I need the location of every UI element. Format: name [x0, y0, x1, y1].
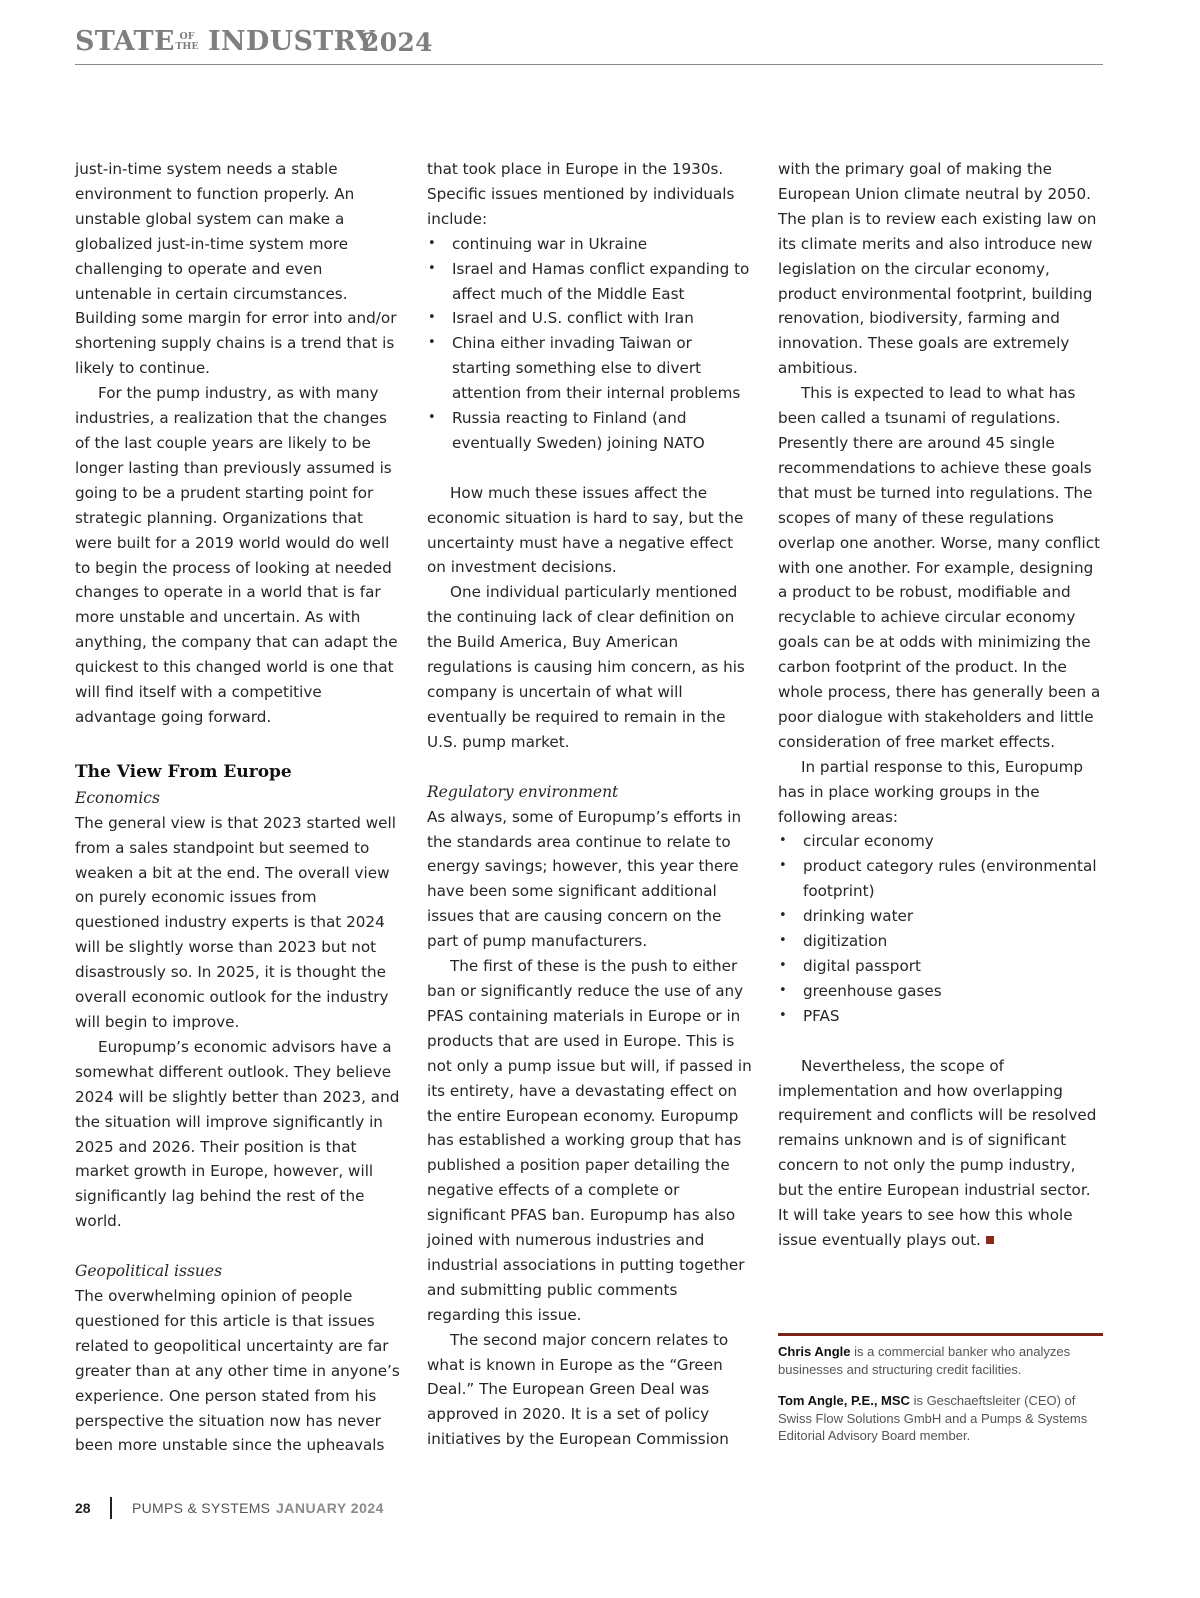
end-mark-icon [986, 1236, 994, 1244]
list-item: • China either invading Taiwan or starting something else to divert attention from their internal problems [427, 331, 752, 406]
paragraph: The overwhelming opinion of people questioned for this article is that issues related to geopolitical uncertainty are far greater than at any other time in anyone’s experience. One person stated from his perspective the situation now has never been more unstable since the upheavals [75, 1287, 400, 1455]
column-2 [427, 157, 752, 1452]
subheading-economics: Economics [75, 788, 160, 807]
section-title: The View From Europe [75, 761, 292, 782]
footer-divider [110, 1497, 112, 1519]
paragraph: Europump’s economic advisors have a somewhat different outlook. They believe 2024 will be slightly better than 2023, and the situation will improve significantly in 2025 and 2026. Their position is that market growth in Europe, however, will significantly lag behind the rest of the world. [75, 1037, 400, 1231]
magazine-name: PUMPS & SYSTEMS [132, 1500, 271, 1516]
column-3 [778, 157, 1103, 1253]
bio-text: is Geschaeftsleiter (CEO) of Swiss Flow Solutions GmbH and a Pumps & Systems Editorial Advisory Board member. [778, 1393, 1088, 1443]
paragraph: How much these issues affect the economic situation is hard to say, but the uncertainty must have a negative effect on investment decisions. [427, 483, 744, 577]
issues-list [427, 232, 752, 456]
paragraph: just-in-time system needs a stable environment to function properly. An unstable global system can make a globalized just-in-time system more challenging to operate and even untenable in certain circumstances. Building some margin for error into and/or shortening supply chains is a trend that is likely to continue. [75, 160, 397, 378]
list-item: • Israel and U.S. conflict with Iran [427, 306, 752, 331]
working-groups-list [778, 829, 1103, 1028]
bio-text: is a commercial banker who analyzes businesses and structuring credit facilities. [778, 1344, 1071, 1377]
header-the: THE [175, 41, 199, 52]
header-industry: INDUSTRY [208, 26, 376, 57]
final-text: Nevertheless, the scope of implementation and how overlapping requirement and conflicts will be resolved remains unknown and is of significant concern to not only the pump industry, but the entire European industrial sector. It will take years to see how this whole issue eventually plays out. [778, 1056, 1097, 1249]
bio-name: Tom Angle, P.E., MSC [778, 1393, 910, 1408]
list-item: • Russia reacting to Finland (and eventually Sweden) joining NATO [427, 406, 752, 456]
header-of: OF [179, 31, 195, 42]
subheading-geopolitical: Geopolitical issues [75, 1262, 223, 1281]
header-state: STATE [75, 26, 175, 57]
list-item: • Israel and Hamas conflict expanding to affect much of the Middle East [427, 257, 752, 307]
paragraph: with the primary goal of making the European Union climate neutral by 2050. The plan is to review each existing law on its climate merits and also introduce new legislation on the circular economy, product environmental footprint, building renovation, biodiversity, farming and innovation. These goals are extremely ambitious. [778, 160, 1097, 378]
paragraph: The second major concern relates to what is known in Europe as the “Green Deal.” The European Green Deal was approved in 2020. It is a set of policy initiatives by the European Commission [427, 1330, 729, 1449]
bio-tom [778, 1392, 1103, 1445]
page-number: 28 [75, 1500, 91, 1516]
paragraph: The first of these is the push to either ban or significantly reduce the use of any PFAS containing materials in Europe or in products that are used in Europe. This is not only a pump issue but will, if passed in its entirety, have a devastating effect on the entire European economy. Europump has established a working group that has published a position paper detailing the negative effects of a complete or significant PFAS ban. Europump has also joined with numerous industries and industrial associations in putting together and submitting public comments regarding this issue. [427, 957, 752, 1324]
paragraph: In partial response to this, Europump has in place working groups in the following areas: [778, 757, 1084, 826]
list-item: • drinking water [778, 904, 1103, 929]
list-item: • digitization [778, 929, 1103, 954]
list-item: • PFAS [778, 1004, 1103, 1029]
list-item: • continuing war in Ukraine [427, 232, 752, 257]
list-item: • product category rules (environmental footprint) [778, 854, 1103, 904]
paragraph: As always, some of Europump’s efforts in the standards area continue to relate to energy savings; however, this year there have been some significant additional issues that are causing concern on the part of pump manufacturers. [427, 807, 742, 951]
issue-date: JANUARY 2024 [276, 1500, 384, 1516]
bio-name: Chris Angle [778, 1344, 851, 1359]
list-item: • greenhouse gases [778, 979, 1103, 1004]
paragraph-final [778, 1054, 1103, 1253]
paragraph: that took place in Europe in the 1930s. Specific issues mentioned by individuals include: [427, 160, 735, 228]
paragraph: For the pump industry, as with many industries, a realization that the changes of the last couple years are likely to be longer lasting than previously assumed is going to be a prudent starting point for strategic planning. Organizations that were built for a 2019 world would do well to begin the process of looking at needed changes to operate in a world that is far more unstable and uncertain. As with anything, the company that can adapt the quickest to this changed world is one that will find itself with a competitive advantage going forward. [75, 384, 398, 726]
paragraph: The general view is that 2023 started well from a sales standpoint but seemed to weaken a bit at the end. The overall view on purely economic issues from questioned industry experts is that 2024 will be slightly worse than 2023 but not disastrously so. In 2025, it is thought the overall economic outlook for the industry will begin to improve. [75, 813, 396, 1031]
header-of-the [174, 32, 200, 52]
column-1 [75, 157, 400, 1458]
header-year: 2024 [362, 28, 433, 57]
bio-chris [778, 1343, 1103, 1378]
paragraph: One individual particularly mentioned the continuing lack of clear definition on the Build America, Buy American regulations is causing him concern, as his company is uncertain of what will eventually be required to remain in the U.S. pump market. [427, 583, 745, 751]
list-item: • digital passport [778, 954, 1103, 979]
author-bio [778, 1333, 1103, 1459]
running-header [75, 26, 1103, 65]
paragraph: This is expected to lead to what has been called a tsunami of regulations. Presently there are around 45 single recommendations to achieve these goals that must be turned into regulations. The scopes of many of these regulations overlap one another. Worse, many conflict with one another. For example, designing a product to be robust, modifiable and recyclable to achieve circular economy goals can be at odds with minimizing the carbon footprint of the product. In the whole process, there has generally been a poor dialogue with stakeholders and little consideration of free market effects. [778, 384, 1101, 751]
list-item: • circular economy [778, 829, 1103, 854]
subheading-regulatory: Regulatory environment [427, 782, 619, 801]
